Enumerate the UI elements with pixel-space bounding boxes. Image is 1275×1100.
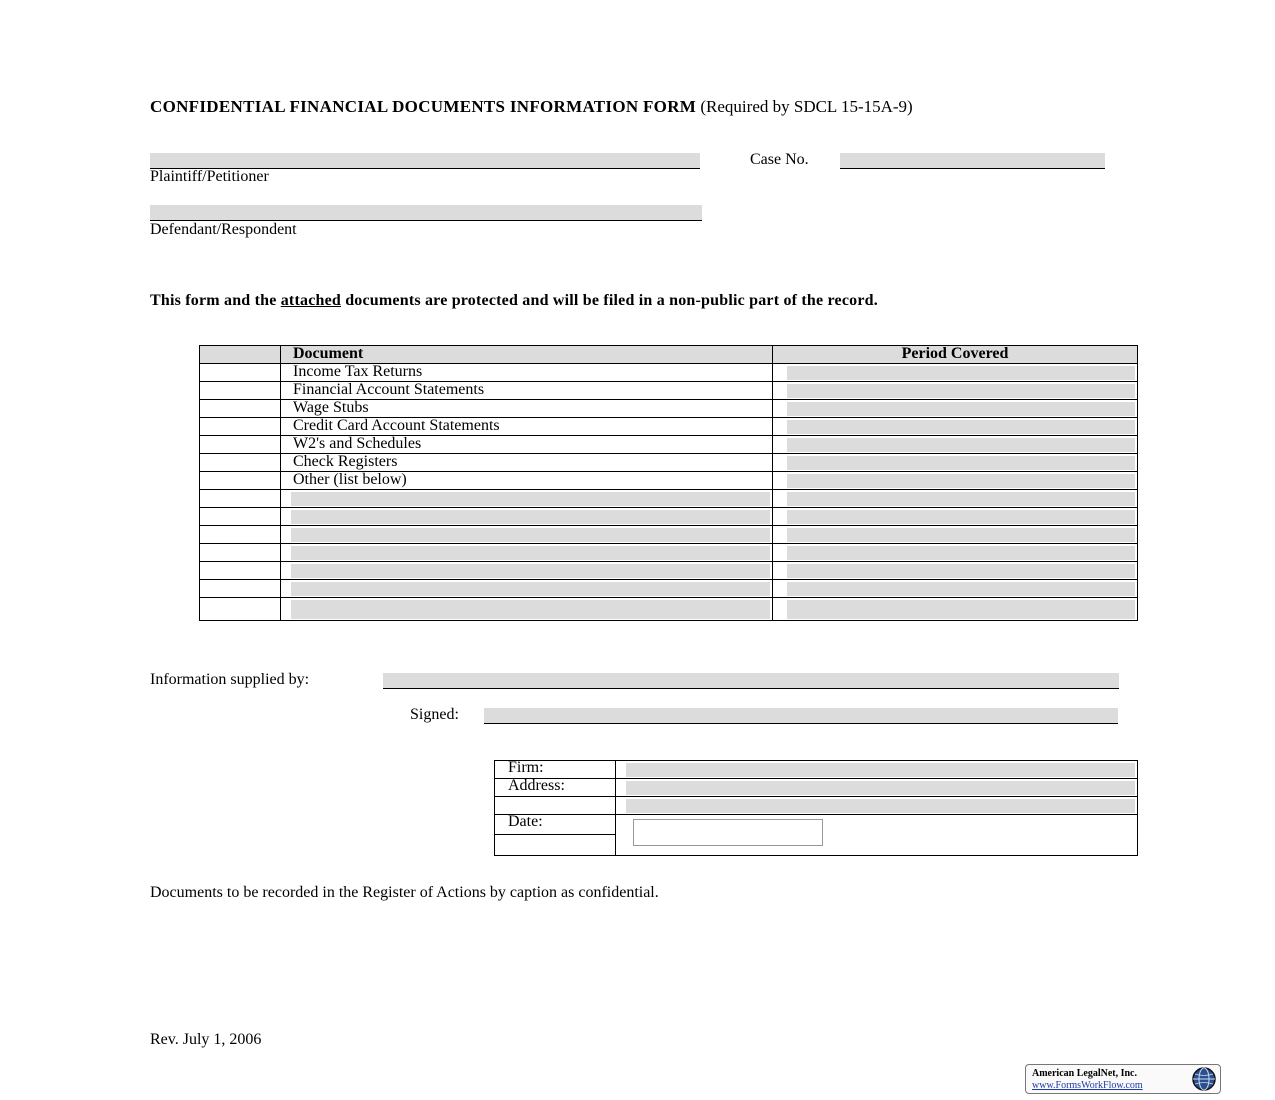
document-column-header: Document [281, 346, 773, 363]
row-checkbox-cell[interactable] [200, 508, 281, 525]
document-name: W2's and Schedules [281, 436, 773, 453]
protection-notice [150, 292, 1110, 310]
form-title-statute: (Required by SDCL 15-15A-9) [696, 97, 913, 116]
defendant-label: Defendant/Respondent [150, 221, 297, 238]
document-name: Wage Stubs [281, 400, 773, 417]
notice-part2: documents are protected and will be filed in a non-public part of the record. [341, 292, 878, 309]
row-checkbox-cell[interactable] [200, 526, 281, 543]
register-note: Documents to be recorded in the Register of Actions by caption as confidential. [150, 884, 659, 901]
row-checkbox-cell[interactable] [200, 364, 281, 381]
defendant-input[interactable] [150, 205, 702, 221]
notice-underlined: attached [280, 292, 341, 309]
row-checkbox-cell[interactable] [200, 382, 281, 399]
date-label: Date: [495, 815, 616, 835]
firm-input[interactable] [626, 763, 1135, 777]
period-input[interactable] [787, 510, 1135, 524]
address-line1-input[interactable] [626, 781, 1135, 795]
plaintiff-label: Plaintiff/Petitioner [150, 168, 269, 185]
row-checkbox-cell[interactable] [200, 490, 281, 507]
period-input[interactable] [787, 366, 1135, 380]
row-checkbox-cell[interactable] [200, 598, 281, 620]
row-checkbox-cell[interactable] [200, 418, 281, 435]
case-no-label: Case No. [750, 151, 809, 168]
plaintiff-input[interactable] [150, 153, 700, 169]
period-input[interactable] [787, 582, 1135, 596]
table-row [200, 544, 1137, 562]
table-row [200, 418, 1137, 436]
table-row [200, 526, 1137, 544]
address-label: Address: [495, 779, 616, 796]
table-row [200, 382, 1137, 400]
period-input[interactable] [787, 420, 1135, 434]
table-row [200, 364, 1137, 382]
revision-date: Rev. July 1, 2006 [150, 1031, 262, 1048]
period-input[interactable] [787, 438, 1135, 452]
form-title [150, 97, 1090, 116]
case-no-input[interactable] [840, 153, 1105, 169]
row-checkbox-cell[interactable] [200, 562, 281, 579]
period-input[interactable] [787, 384, 1135, 398]
signature-input[interactable] [484, 708, 1118, 724]
address-label-blank [495, 797, 616, 814]
notice-part1: This form and the [150, 292, 281, 309]
other-document-input[interactable] [291, 546, 770, 560]
logo-url-link[interactable]: www.FormsWorkFlow.com [1032, 1080, 1143, 1091]
signed-label: Signed: [410, 706, 459, 723]
document-name: Other (list below) [281, 472, 773, 489]
firm-row [495, 761, 1137, 779]
globe-icon [1191, 1066, 1217, 1092]
table-row [200, 508, 1137, 526]
table-row [200, 490, 1137, 508]
period-column-header: Period Covered [901, 345, 1009, 362]
address-row-2 [495, 797, 1137, 815]
table-row [200, 400, 1137, 418]
document-name: Income Tax Returns [281, 364, 773, 381]
table-row [200, 436, 1137, 454]
table-row [200, 472, 1137, 490]
other-document-input[interactable] [291, 492, 770, 506]
row-checkbox-cell[interactable] [200, 544, 281, 561]
period-input[interactable] [787, 564, 1135, 578]
table-row [200, 598, 1137, 620]
other-document-input[interactable] [291, 582, 770, 596]
date-input[interactable] [633, 819, 823, 846]
firm-label: Firm: [495, 761, 616, 778]
supplied-by-label: Information supplied by: [150, 671, 310, 688]
documents-table-header [200, 346, 1137, 364]
row-checkbox-cell[interactable] [200, 436, 281, 453]
address-row [495, 779, 1137, 797]
period-input[interactable] [787, 492, 1135, 506]
period-input[interactable] [787, 402, 1135, 416]
logo-company-name: American LegalNet, Inc. [1032, 1068, 1137, 1079]
other-document-input[interactable] [291, 528, 770, 542]
document-name: Financial Account Statements [281, 382, 773, 399]
period-input[interactable] [787, 600, 1135, 619]
other-document-input[interactable] [291, 564, 770, 578]
other-document-input[interactable] [291, 510, 770, 524]
address-line2-input[interactable] [626, 799, 1135, 813]
firm-info-table [494, 760, 1138, 856]
date-row [495, 815, 1137, 855]
supplied-by-input[interactable] [383, 673, 1119, 689]
table-row [200, 580, 1137, 598]
other-document-input[interactable] [291, 600, 770, 619]
date-label-blank [495, 835, 616, 855]
documents-table [199, 345, 1138, 621]
document-name: Credit Card Account Statements [281, 418, 773, 435]
table-row [200, 562, 1137, 580]
form-title-main: CONFIDENTIAL FINANCIAL DOCUMENTS INFORMATION FORM [150, 97, 697, 116]
period-input[interactable] [787, 474, 1135, 488]
period-input[interactable] [787, 456, 1135, 470]
row-checkbox-cell[interactable] [200, 472, 281, 489]
period-input[interactable] [787, 546, 1135, 560]
document-name: Check Registers [281, 454, 773, 471]
period-input[interactable] [787, 528, 1135, 542]
row-checkbox-cell[interactable] [200, 454, 281, 471]
table-row [200, 454, 1137, 472]
check-column-header [200, 346, 281, 363]
row-checkbox-cell[interactable] [200, 580, 281, 597]
american-legalnet-logo[interactable] [1025, 1064, 1221, 1094]
row-checkbox-cell[interactable] [200, 400, 281, 417]
